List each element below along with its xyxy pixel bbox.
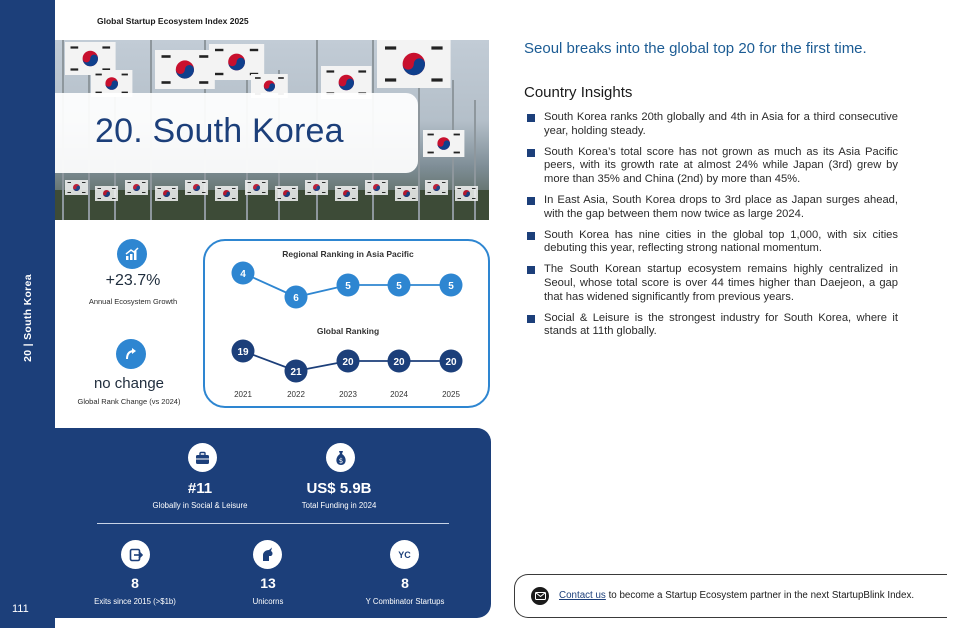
sidebar-section-label: 20 | South Korea [22, 274, 34, 362]
unicorns-caption: Unicorns [252, 597, 284, 606]
yc-startups-caption: Y Combinator Startups [365, 597, 445, 606]
year-tick-2025: 2025 [442, 390, 460, 399]
insight-item: The South Korean startup ecosystem remains highly centralized in Seoul, whose total score is over 44 times higher than Daejeon, a gap that has widened significantly from previous years. [526, 263, 898, 304]
document-header: Global Startup Ecosystem Index 2025 [97, 16, 249, 26]
global-rank-label-2021: 19 [237, 347, 249, 358]
bullet-icon [527, 266, 535, 274]
unicorn-icon [253, 540, 282, 569]
metrics-divider [97, 523, 449, 524]
year-tick-2023: 2023 [339, 390, 357, 399]
ecosystem-growth-value: +23.7% [105, 272, 161, 289]
money-bag-icon [326, 443, 355, 472]
bullet-icon [527, 232, 535, 240]
global-rank-label-2022: 21 [290, 367, 302, 378]
insight-item: South Korea ranks 20th globally and 4th in Asia for a third consecutive year, holding steady. [526, 111, 898, 138]
insights-title: Country Insights [524, 84, 633, 101]
year-tick-2021: 2021 [234, 390, 252, 399]
rank-change-caption: Global Rank Change (vs 2024) [77, 397, 181, 406]
ecosystem-growth-caption: Annual Ecosystem Growth [88, 297, 178, 306]
regional-ranking-title: Regional Ranking in Asia Pacific [282, 249, 414, 259]
regional-rank-label-2025: 5 [448, 281, 454, 292]
year-tick-2022: 2022 [287, 390, 305, 399]
rank-change-value: no change [93, 375, 165, 392]
contact-text: Contact us to become a Startup Ecosystem partner in the next StartupBlink Index. [559, 590, 915, 601]
bullet-icon [527, 114, 535, 122]
yc-badge-icon: YC [390, 540, 419, 569]
unicorns-value: 13 [260, 575, 276, 591]
page-title: 20. South Korea [95, 112, 344, 150]
trend-chart-icon [117, 239, 147, 269]
year-tick-2024: 2024 [390, 390, 408, 399]
contact-us-link[interactable]: Contact us [559, 590, 606, 601]
regional-rank-label-2024: 5 [396, 281, 402, 292]
exit-arrow-icon [121, 540, 150, 569]
exits-value: 8 [131, 575, 139, 591]
bullet-icon [527, 149, 535, 157]
social-leisure-rank-caption: Globally in Social & Leisure [152, 501, 248, 510]
sidebar [0, 0, 55, 628]
insight-item: In East Asia, South Korea drops to 3rd place as Japan surges ahead, with the gap between them now twice as large 2024. [526, 194, 898, 221]
global-rank-label-2024: 20 [393, 357, 405, 368]
regional-rank-label-2022: 6 [293, 293, 299, 304]
bullet-icon [527, 197, 535, 205]
insight-item: Social & Leisure is the strongest industry for South Korea, where it stands at 11th globally. [526, 312, 898, 339]
svg-text:$: $ [338, 456, 343, 465]
page-number: 111 [12, 603, 29, 615]
ranking-chart [205, 241, 492, 410]
briefcase-icon [188, 443, 217, 472]
ranking-chart-card [203, 239, 490, 408]
social-leisure-rank-value: #11 [187, 480, 213, 497]
total-funding-value: US$ 5.9B [306, 480, 372, 497]
global-ranking-title: Global Ranking [316, 326, 380, 336]
regional-rank-label-2021: 4 [240, 269, 246, 280]
bullet-icon [527, 315, 535, 323]
total-funding-caption: Total Funding in 2024 [301, 501, 377, 510]
insight-item: South Korea’s total score has not grown as much as its Asia Pacific peers, with its growth rate at almost 24% while Japan (3rd) grew by more than 35% and China (2nd) by more than 45%. [526, 146, 898, 187]
yc-startups-value: 8 [401, 575, 409, 591]
insight-item: South Korea has nine cities in the global top 1,000, with six cities debuting this year, reflecting strong national momentum. [526, 229, 898, 256]
insights-list [526, 111, 898, 346]
exits-caption: Exits since 2015 (>$1b) [94, 597, 176, 606]
global-rank-label-2023: 20 [342, 357, 354, 368]
regional-rank-label-2023: 5 [345, 281, 351, 292]
arrow-curve-icon [116, 339, 146, 369]
email-icon [531, 587, 549, 605]
headline: Seoul breaks into the global top 20 for the first time. [524, 40, 867, 57]
global-rank-label-2025: 20 [445, 357, 457, 368]
